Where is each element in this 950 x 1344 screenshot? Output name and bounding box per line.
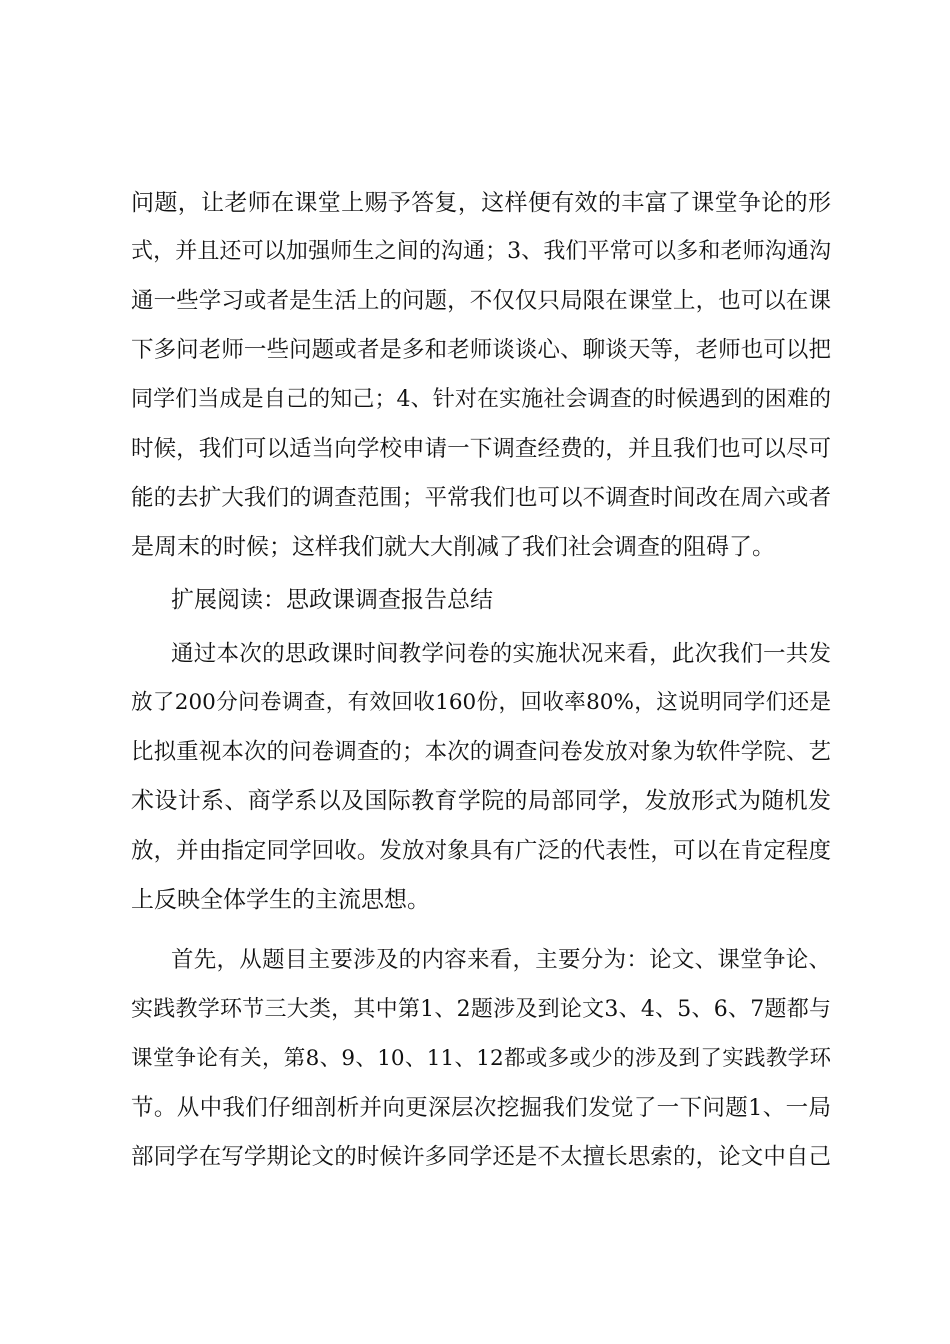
heading-text: 扩展阅读：思政课调查报告总结 [171, 587, 493, 613]
line-text: 同学们当成是自己的知己；4、针对在实施社会调查的时候遇到的困难的 [131, 387, 831, 412]
text-line [0, 328, 950, 372]
text-line [0, 1037, 950, 1081]
text-line [0, 476, 950, 520]
line-text: 下多问老师一些问题或者是多和老师谈谈心、聊谈天等，老师也可以把 [131, 337, 831, 363]
line-text: 能的去扩大我们的调查范围；平常我们也可以不调查时间改在周六或者 [131, 485, 831, 511]
text-line [0, 230, 950, 274]
line-text: 节。从中我们仔细剖析并向更深层次挖掘我们发觉了一下问题1、一局 [131, 1095, 831, 1121]
text-line [0, 938, 950, 982]
text-line [0, 632, 950, 676]
text-line [0, 525, 950, 569]
line-text: 实践教学环节三大类，其中第1、2题涉及到论文3、4、5、6、7题都与 [131, 997, 831, 1022]
line-text: 通一些学习或者是生活上的问题，不仅仅只局限在课堂上，也可以在课 [131, 288, 831, 314]
text-line [0, 1086, 950, 1130]
line-text: 放了200分问卷调查，有效回收160份，回收率80%，这说明同学们还是 [131, 690, 831, 715]
text-line [0, 878, 950, 922]
line-text: 通过本次的思政课时间教学问卷的实施状况来看，此次我们一共发 [171, 641, 831, 667]
text-line [0, 427, 950, 471]
line-text: 式，并且还可以加强师生之间的沟通；3、我们平常可以多和老师沟通沟 [131, 239, 831, 264]
text-line [0, 988, 950, 1032]
text-line [0, 1135, 950, 1179]
text-line [0, 730, 950, 774]
line-text: 课堂争论有关，第8、9、10、11、12都或多或少的涉及到了实践教学环 [131, 1046, 831, 1071]
line-text: 上反映全体学生的主流思想。 [131, 887, 430, 913]
text-line [0, 181, 950, 225]
line-text: 术设计系、商学系以及国际教育学院的局部同学，发放形式为随机发 [131, 788, 831, 814]
line-text: 部同学在写学期论文的时候许多同学还是不太擅长思索的，论文中自己 [131, 1144, 831, 1170]
line-text: 时候，我们可以适当向学校申请一下调查经费的，并且我们也可以尽可 [131, 436, 831, 462]
text-line [0, 279, 950, 323]
text-line [0, 378, 950, 422]
line-text: 是周末的时候；这样我们就大大削减了我们社会调查的阻碍了。 [131, 534, 775, 560]
text-line [0, 829, 950, 873]
line-text: 首先，从题目主要涉及的内容来看，主要分为：论文、课堂争论、 [171, 947, 831, 973]
line-text: 比拟重视本次的问卷调查的；本次的调查问卷发放对象为软件学院、艺 [131, 739, 831, 765]
line-text: 问题，让老师在课堂上赐予答复，这样便有效的丰富了课堂争论的形 [131, 190, 831, 216]
text-line [0, 681, 950, 725]
section-heading [0, 578, 950, 622]
line-text: 放，并由指定同学回收。发放对象具有广泛的代表性，可以在肯定程度 [131, 838, 831, 864]
text-line [0, 779, 950, 823]
